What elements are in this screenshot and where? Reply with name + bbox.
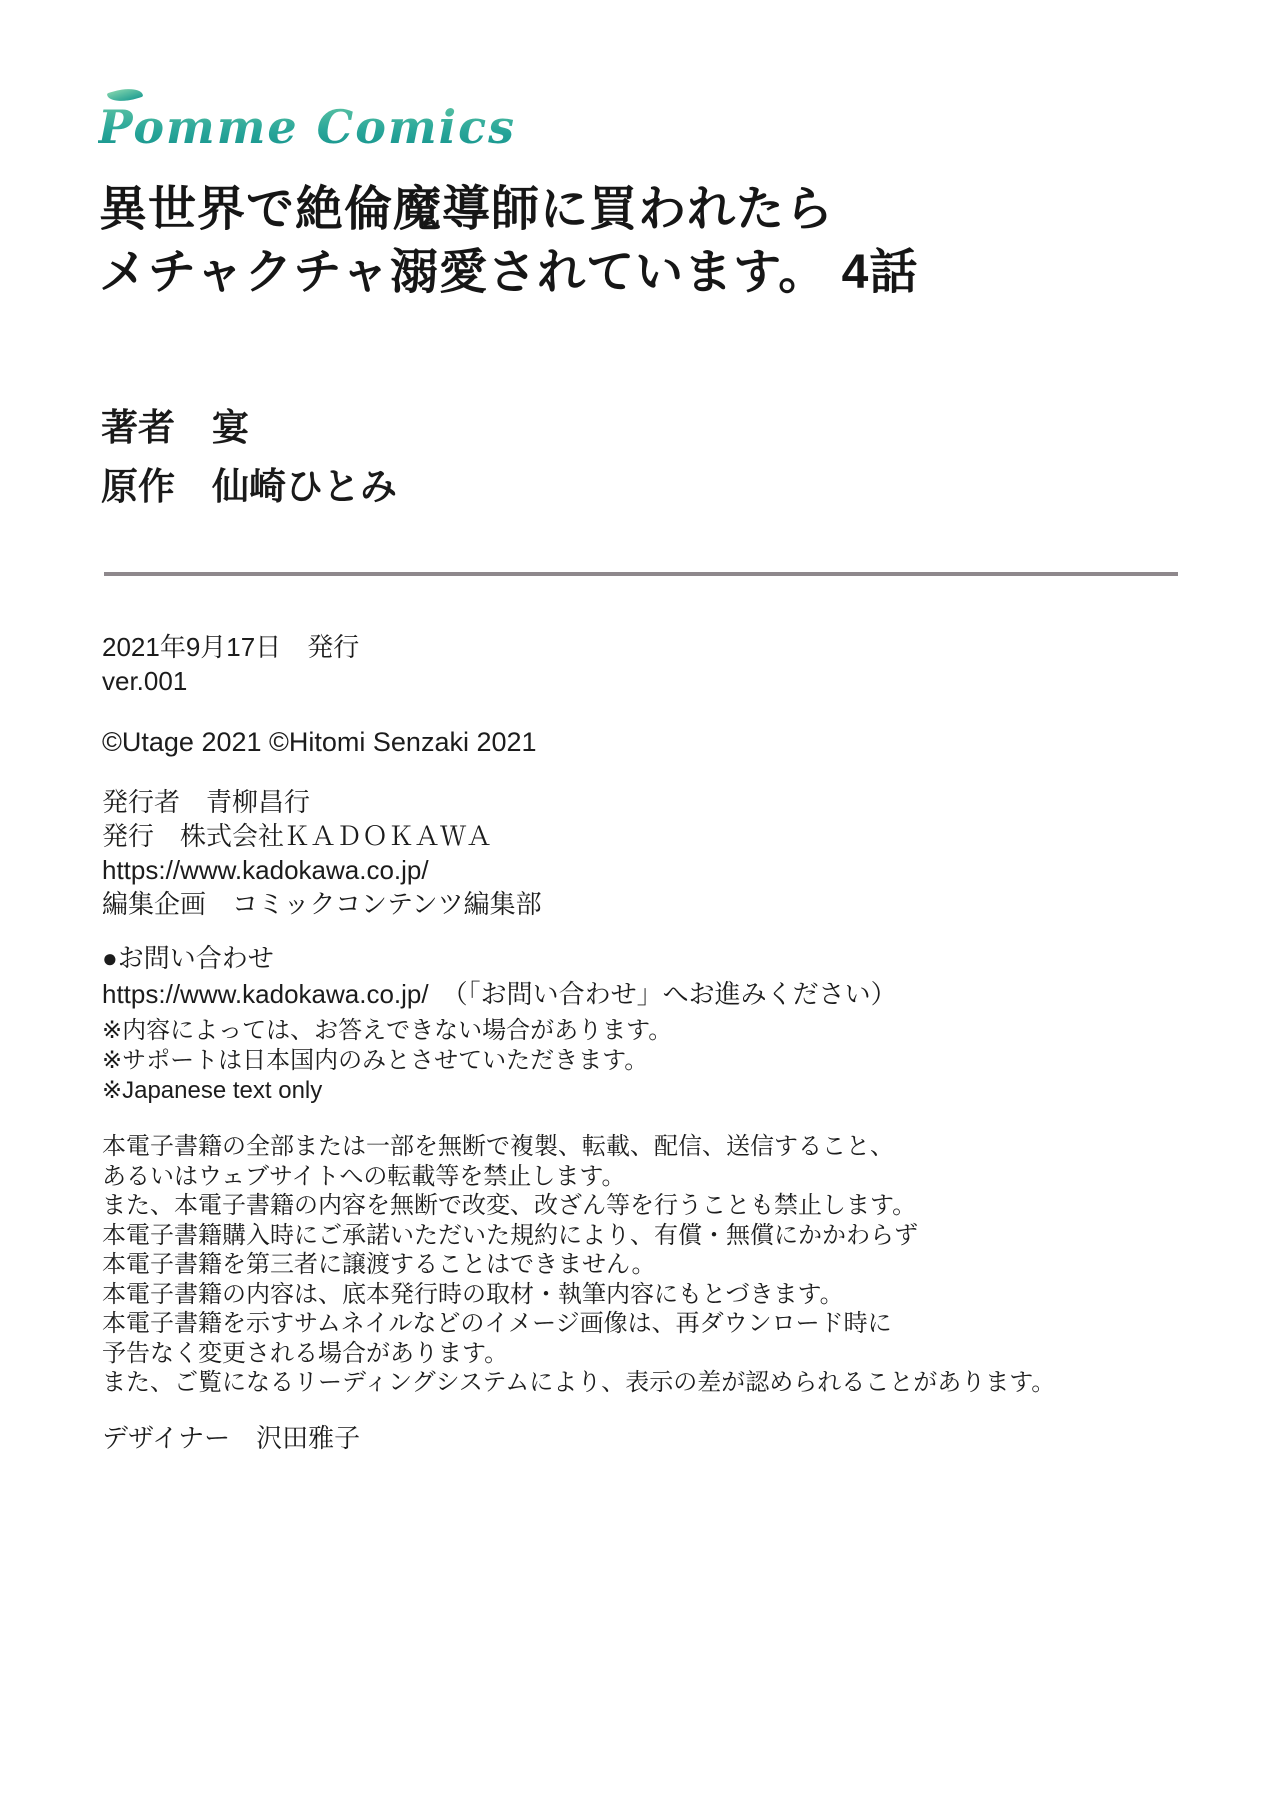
divider-rule — [104, 572, 1178, 576]
publication-date: 2021年9月17日 発行 — [102, 632, 360, 662]
contact-url: https://www.kadokawa.co.jp/ （「お問い合わせ」へお進みください） — [102, 979, 897, 1009]
contact-note: ※Japanese text only — [102, 1077, 323, 1104]
legal-line: 本電子書籍を第三者に譲渡することはできません。 — [102, 1251, 656, 1278]
credits — [101, 398, 1280, 516]
editorial-department: 編集企画 コミックコンテンツ編集部 — [102, 889, 542, 919]
legal-line: また、本電子書籍の内容を無断で改変、改ざん等を行うことも禁止します。 — [102, 1192, 917, 1219]
copyright-line: ©Utage 2021 ©Hitomi Senzaki 2021 — [102, 727, 537, 757]
version-label: ver.001 — [102, 666, 188, 696]
legal-line: 本電子書籍の内容は、底本発行時の取材・執筆内容にもとづきます。 — [102, 1280, 844, 1308]
publisher-block — [102, 785, 1280, 921]
book-title-line1: 異世界で絶倫魔導師に買われたら — [99, 183, 835, 236]
publisher-person: 発行者 青柳昌行 — [102, 787, 311, 817]
contact-heading: ●お問い合わせ — [102, 943, 274, 973]
publisher-url: https://www.kadokawa.co.jp/ — [102, 855, 429, 885]
legal-line: あるいはウェブサイトへの転載等を禁止します。 — [102, 1162, 626, 1190]
legal-line: 本電子書籍の全部または一部を無断で複製、転載、配信、送信すること、 — [102, 1133, 894, 1160]
publication-info — [102, 630, 1280, 698]
logo-text: Pomme Comics — [98, 100, 517, 154]
legal-line: 予告なく変更される場合があります。 — [102, 1339, 509, 1367]
contact-note: ※内容によっては、お答えできない場合があります。 — [102, 1017, 673, 1044]
legal-notice — [102, 1132, 1280, 1398]
book-title — [99, 178, 1280, 304]
author-credit: 著者 宴 — [101, 407, 249, 448]
pomme-comics-logo — [98, 100, 516, 154]
legal-line: 本電子書籍購入時にご承諾いただいた規約により、有償・無償にかかわらず — [102, 1221, 918, 1249]
original-author-credit: 原作 仙崎ひとみ — [101, 466, 397, 507]
contact-block — [102, 940, 1280, 1012]
legal-line: 本電子書籍を示すサムネイルなどのイメージ画像は、再ダウンロード時に — [102, 1310, 892, 1337]
contact-notes — [102, 1016, 1280, 1106]
designer-credit: デザイナー 沢田雅子 — [102, 1422, 361, 1453]
contact-note: ※サポートは日本国内のみとさせていただきます。 — [102, 1047, 649, 1074]
legal-line: また、ご覧になるリーディングシステムにより、表示の差が認められることがあります。 — [102, 1369, 1056, 1396]
book-title-line2: メチャクチャ溺愛されています。 4話 — [99, 246, 919, 299]
publisher-company: 発行 株式会社ＫＡＤＯＫＡＷＡ — [102, 821, 493, 851]
